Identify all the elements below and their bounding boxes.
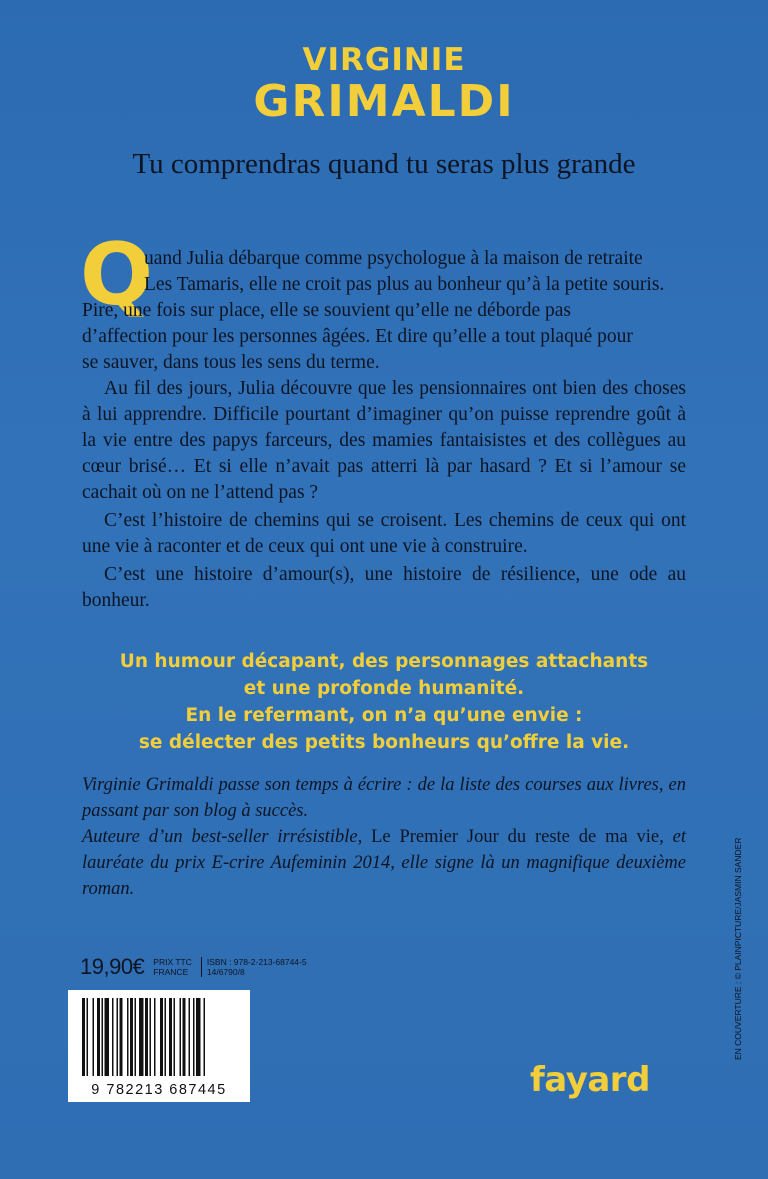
barcode-bar [120,998,123,1076]
barcode-bar [135,998,137,1076]
barcode-bar [112,998,114,1076]
barcode-bar [130,998,133,1076]
barcode-bar [117,998,119,1076]
barcode-bar [139,998,144,1076]
barcode-bar [189,998,191,1076]
previous-book-title: Le Premier Jour du reste de ma vie [371,827,660,847]
summary-line: uand Julia débarque comme psychologue à la maison de retraite [144,248,643,269]
summary-line: Pire, une fois sur place, elle se souvient qu’elle ne déborde pas [82,300,571,321]
barcode-bar [204,998,206,1076]
cover-credit: EN COUVERTURE : © PLAINPICTURE/JASMIN SANDER [733,837,743,1060]
price-block [80,952,312,982]
tagline-line: et une profonde humanité. [243,678,525,699]
summary-paragraph-3: C’est l’histoire de chemins qui se croisent. Les chemins de ceux qui ont une vie à raconter et de ceux qui ont une vie à construire. [82,510,686,557]
price-country: FRANCE [153,967,189,977]
author-first-name: VIRGINIE [302,42,466,78]
isbn: ISBN : 978-2-213-68744-5 [206,957,307,967]
isbn-block [201,957,312,977]
summary-line: Les Tamaris, elle ne croit pas plus au bonheur qu’à la petite souris. [144,274,665,295]
summary-paragraph-4: C’est une histoire d’amour(s), une histoire de résilience, une ode au bonheur. [82,564,686,611]
barcode-bar [174,998,176,1076]
summary-paragraph-1 [82,246,686,376]
price-labels [148,957,197,977]
bio-sentence-2 [82,824,686,902]
barcode-bar [160,998,163,1076]
tagline-line: se délecter des petits bonheurs qu’offre la vie. [138,732,630,753]
bio-sentence-1: Virginie Grimaldi passe son temps à écrire : de la liste des courses aux livres, en passant par son blog à succès. [82,775,686,821]
barcode-bar [154,998,156,1076]
catalog-code: 14/6790/8 [206,967,245,977]
bio-text: Auteure d’un best-seller irrésistible, [82,827,372,847]
price: 19,90€ [80,954,145,979]
tagline [0,648,768,756]
barcode-bar [105,998,110,1076]
book-title: Tu comprendras quand tu seras plus grande [132,148,636,180]
barcode [68,990,250,1102]
barcode-bar [150,998,152,1076]
barcode-bar [93,998,95,1076]
barcode-bar [87,998,89,1076]
bio-text: , et lauréate du prix E-crire Aufeminin 2014, elle signe là un magnifique deuxième roman. [82,827,686,899]
author-bio [82,772,686,902]
barcode-bar [145,998,148,1076]
barcode-bar [165,998,167,1076]
barcode-bar [97,998,100,1076]
barcode-bar [180,998,182,1076]
tagline-line: En le refermant, on n’a qu’une envie : [185,705,583,726]
barcode-bar [196,998,201,1076]
barcode-bar [82,998,85,1076]
tagline-line: Un humour décapant, des personnages attachants [119,651,649,672]
summary-paragraph-2: Au fil des jours, Julia découvre que les pensionnaires ont bien des choses à lui apprendre. Difficile pourtant d’imaginer qu’on puisse reprendre goût à la vie entre des papys farceurs, des mamies fantaisistes et des collègues au cœur brisé… Et si elle n’avait pas atterri là par hasard ? Et si l’amour se cachait où on ne l’attend pas ? [82,378,686,503]
summary-line: se sauver, dans tous les sens du terme. [82,352,380,373]
barcode-bar [183,998,186,1076]
summary-line: d’affection pour les personnes âgées. Et dire qu’elle a tout plaqué pour [82,326,633,347]
publisher-logo: fayard [530,1060,650,1100]
author-last-name: GRIMALDI [253,76,515,127]
barcode-bar [102,998,104,1076]
price-label: PRIX TTC [153,957,192,967]
drop-cap: Q [80,225,154,325]
barcode-bar [127,998,129,1076]
barcode-bar [193,998,195,1076]
barcode-digits: 9 782213 687445 [91,1082,227,1098]
barcode-bar [169,998,172,1076]
barcode-bars [80,998,238,1076]
